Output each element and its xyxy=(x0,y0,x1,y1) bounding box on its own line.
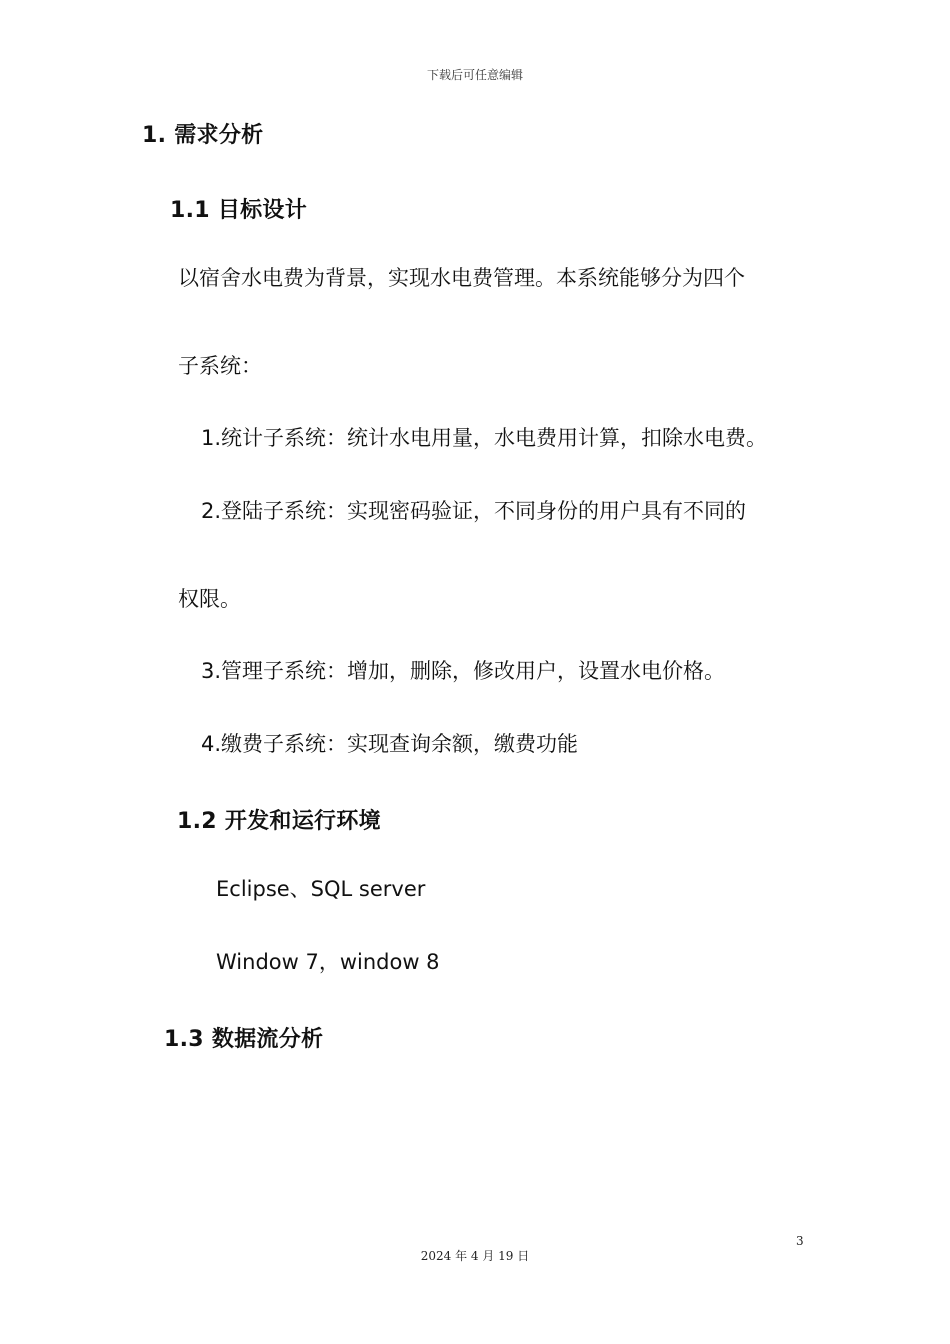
list-item-payment-subsystem: 4.缴费子系统：实现查询余额，缴费功能 xyxy=(201,732,579,756)
list-item-statistics-subsystem: 1.统计子系统：统计水电用量，水电费用计算，扣除水电费。 xyxy=(201,426,768,450)
environment-tools-line: Eclipse、SQL server xyxy=(216,877,426,901)
footer-date: 2024 年 4 月 19 日 xyxy=(420,1249,530,1263)
header-note: 下载后可任意编辑 xyxy=(426,68,523,82)
section-heading-requirements-analysis: 1. 需求分析 xyxy=(142,123,264,148)
intro-paragraph-line-1: 以宿舍水电费为背景，实现水电费管理。本系统能够分为四个 xyxy=(178,266,745,290)
intro-paragraph-line-2: 子系统： xyxy=(178,354,262,378)
list-item-login-subsystem-line-1: 2.登陆子系统：实现密码验证，不同身份的用户具有不同的 xyxy=(201,499,747,523)
list-item-login-subsystem-line-2: 权限。 xyxy=(178,587,241,611)
subsection-heading-goal-design: 1.1 目标设计 xyxy=(170,198,308,223)
page-number: 3 xyxy=(796,1234,804,1248)
subsection-heading-dev-environment: 1.2 开发和运行环境 xyxy=(177,809,381,834)
subsection-heading-data-flow-analysis: 1.3 数据流分析 xyxy=(164,1027,324,1052)
environment-os-line: Window 7，window 8 xyxy=(216,950,440,974)
list-item-management-subsystem: 3.管理子系统：增加，删除，修改用户，设置水电价格。 xyxy=(201,659,726,683)
